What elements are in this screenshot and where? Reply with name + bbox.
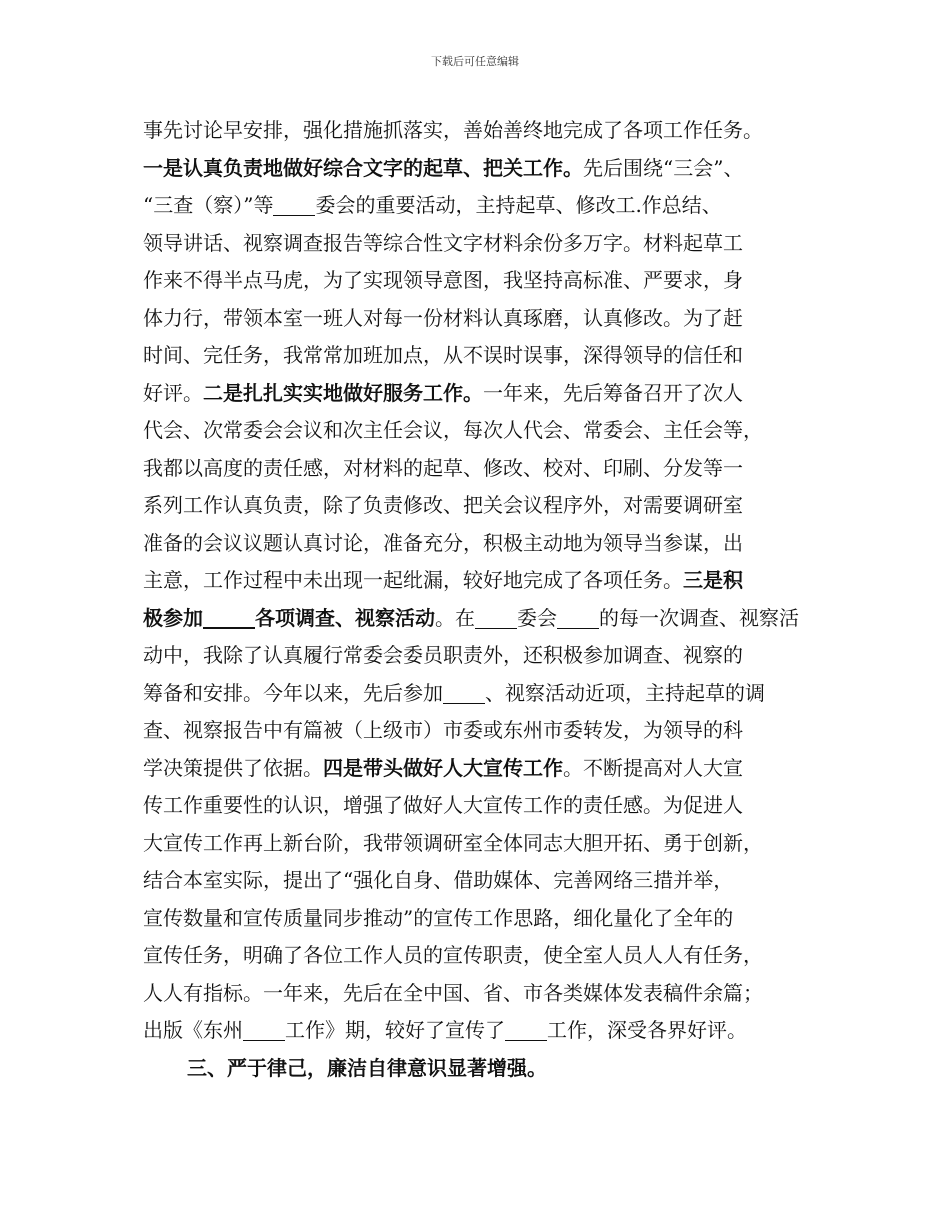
text-line: [143, 937, 833, 975]
text-line: [143, 750, 833, 788]
text: 大宣传工作再上新台阶，我带领调研室全体同志大胆开拓、勇于创新，: [143, 830, 763, 855]
section-heading: [143, 1050, 833, 1088]
text-line: [143, 562, 833, 600]
text-line: [143, 712, 833, 750]
text: 宣传任务，明确了各位工作人员的宣传职责，使全室人员人人有任务，: [143, 943, 763, 967]
blank-underline: [243, 1018, 285, 1041]
blank-underline: [505, 1018, 547, 1041]
text: 出版《东州: [143, 1018, 243, 1042]
section-3-heading: 三、严于律己，廉洁自律意识显著增强。: [187, 1055, 547, 1080]
text-line: [143, 1012, 833, 1050]
text-line: [143, 787, 833, 825]
text: 准备的会议议题认真讨论，准备充分，积极主动地为领导当参谋，出: [143, 530, 743, 555]
text: 工作》期，较好了宣传了: [285, 1018, 505, 1042]
bold-point-1: 一是认真负责地做好综合文字的起草、把关工作。: [143, 155, 583, 180]
bold-point-3-cont: 极参加: [143, 605, 203, 630]
text: 体力行，带领本室一班人对每一份材料认真琢磨，认真修改。为了赶: [143, 305, 743, 330]
text: 工作，深受各界好评。: [547, 1018, 747, 1042]
text: 查、视察报告中有篇被（上级市）市委或东州市委转发，为领导的科: [143, 718, 743, 742]
text: 我都以高度的责任感，对材料的起草、修改、校对、印刷、分发等一: [143, 455, 743, 480]
text: 人人有指标。一年来，先后在全中国、省、市各类媒体发表稿件余篇；: [143, 980, 763, 1005]
document-body: [143, 112, 833, 1087]
text: 结合本室实际，提出了“强化自身、借助媒体、完善网络三措并举，: [143, 868, 734, 892]
text-line: [143, 412, 833, 450]
text-line: [143, 600, 833, 638]
text-line: [143, 825, 833, 863]
text: 动中，我除了认真履行常委会委员职责外，还积极参加调查、视察的: [143, 643, 743, 667]
text: 传工作重要性的认识，增强了做好人大宣传工作的责任感。为促进人: [143, 793, 743, 817]
page-header: 下载后可任意编辑: [431, 55, 519, 68]
bold-point-3-cont: 各项调查、视察活动: [255, 605, 435, 630]
blank-underline: [475, 606, 517, 629]
text: 委会: [517, 605, 557, 630]
text: 宣传数量和宣传质量同步推动”的宣传工作思路，细化量化了全年的: [143, 905, 734, 930]
text-line: [143, 675, 833, 713]
bold-point-2: 二是扎扎实实地做好服务工作。: [203, 380, 483, 405]
text: 的每一次调查、视察活: [599, 605, 799, 630]
text-line: [143, 262, 833, 300]
text: 先后围绕“三会”、: [583, 155, 744, 180]
text: 一年来，先后筹备召开了次人: [483, 380, 743, 405]
text: 作来不得半点马虎，为了实现领导意图，我坚持高标准、严要求，身: [143, 268, 743, 292]
text-line: [143, 525, 833, 563]
text-line: [143, 225, 833, 263]
text-line: [143, 112, 833, 150]
text-line: [143, 637, 833, 675]
text: “三查（察）”等: [143, 193, 274, 217]
blank-underline: [273, 193, 315, 216]
blank-underline: [443, 681, 485, 704]
text-line: [143, 375, 833, 413]
text: 事先讨论早安排，强化措施抓落实，善始善终地完成了各项工作任务。: [143, 118, 763, 142]
text-line: [143, 187, 833, 225]
text: 。不断提高对人大宣: [563, 755, 743, 780]
text: 、视察活动近项，主持起草的调: [485, 680, 765, 705]
text-line: [143, 862, 833, 900]
text: 代会、次常委会会议和次主任会议，每次人代会、常委会、主任会等，: [143, 418, 763, 442]
text: 好评。: [143, 380, 203, 405]
text-line: [143, 900, 833, 938]
text-line: [143, 300, 833, 338]
text-line: [143, 487, 833, 525]
text: 系列工作认真负责，除了负责修改、把关会议程序外，对需要调研室: [143, 493, 743, 517]
text: 。在: [435, 605, 475, 630]
text: 领导讲话、视察调查报告等综合性文字材料余份多万字。材料起草工: [143, 230, 743, 255]
text: 学决策提供了依据。: [143, 755, 323, 780]
bold-point-3: 三是积: [683, 568, 743, 592]
blank-underline: [557, 606, 599, 629]
text-line: [143, 337, 833, 375]
bold-point-4: 四是带头做好人大宣传工作: [323, 755, 563, 780]
text-line: [143, 450, 833, 488]
text: 委会的重要活动，主持起草、修改工.作总结、: [315, 193, 722, 217]
text: 主意，工作过程中未出现一起纰漏，较好地完成了各项任务。: [143, 568, 683, 592]
text: 时间、完任务，我常常加班加点，从不误时误事，深得领导的信任和: [143, 343, 743, 367]
text-line: [143, 150, 833, 188]
text: 筹备和安排。今年以来，先后参加: [143, 680, 443, 705]
blank-underline: [203, 605, 255, 629]
text-line: [143, 975, 833, 1013]
